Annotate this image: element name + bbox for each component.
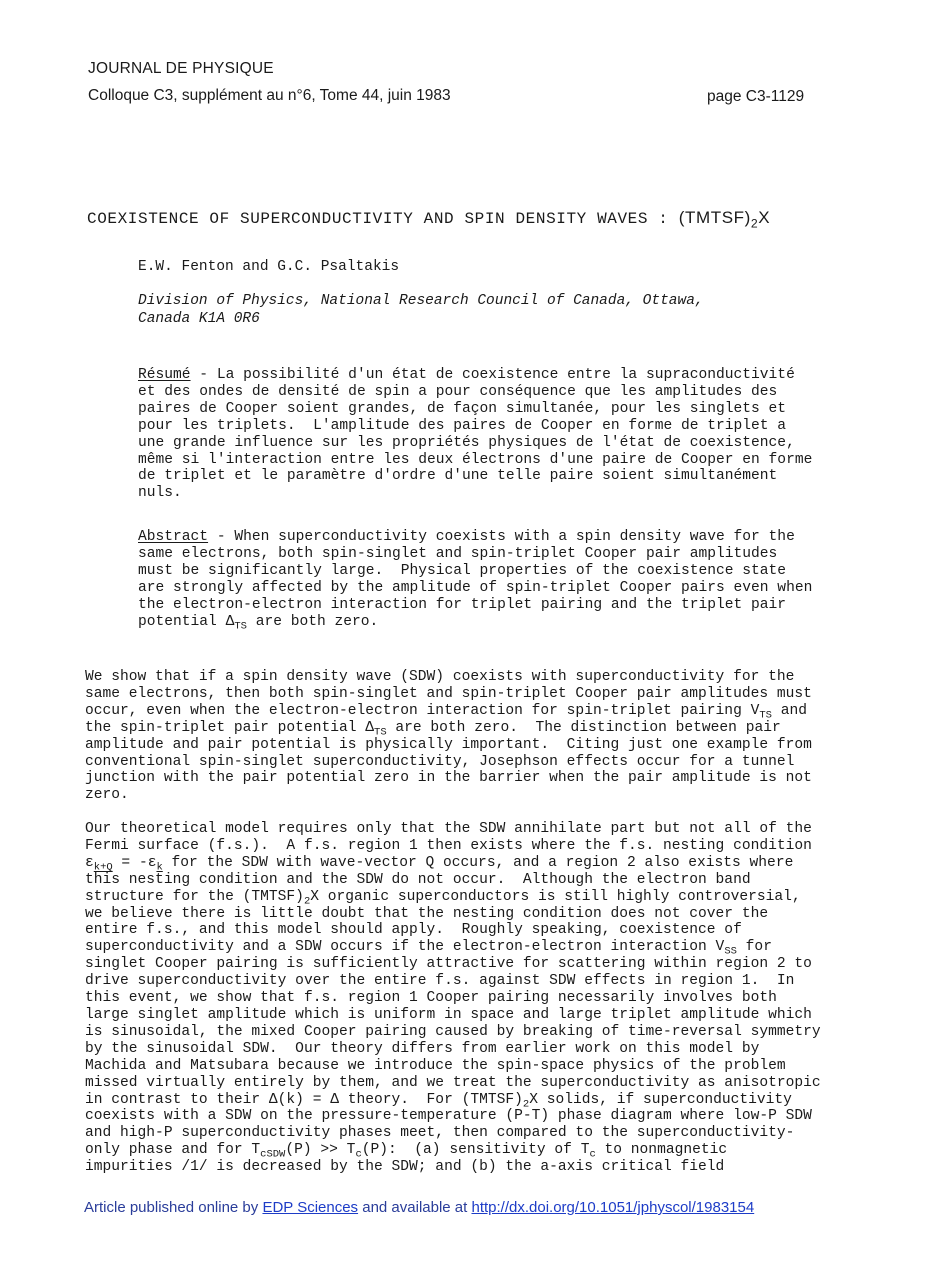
- abstract-last-post: are both zero.: [246, 613, 379, 630]
- abstract-last-pre: potential Δ: [138, 613, 235, 630]
- journal-name: JOURNAL DE PHYSIQUE: [88, 60, 274, 77]
- body1-l3-post: and: [771, 702, 807, 719]
- body2-line: Machida and Matsubara because we introduce the spin-space physics of the problem: [85, 1057, 786, 1074]
- edp-sciences-link[interactable]: EDP Sciences: [262, 1199, 359, 1216]
- body1-line: same electrons, then both spin-singlet and spin-triplet Cooper pair amplitudes must: [85, 685, 812, 702]
- abstract-line: must be significantly large. Physical properties of the coexistence state: [138, 562, 787, 579]
- abstract-line-1-text: - When superconductivity coexists with a spin density wave for the: [208, 529, 795, 545]
- publication-footer: [84, 1199, 754, 1216]
- body2-line: coexists with a SDW on the pressure-temperature (P-T) phase diagram where low-P SDW: [85, 1108, 812, 1125]
- abstract-line-last: [138, 614, 812, 631]
- body2-line: this event, we show that f.s. region 1 Cooper pairing necessarily involves both: [85, 990, 777, 1007]
- body2-l8-pre: superconductivity and a SDW occurs if the electron-electron interaction V: [85, 939, 725, 956]
- body2-line: impurities /1/ is decreased by the SDW; and (b) the a-axis critical field: [85, 1159, 725, 1176]
- resume-line: de triplet et le paramètre d'ordre d'une telle paire soient simultanément: [138, 468, 778, 485]
- colloque-info: Colloque C3, supplément au n°6, Tome 44, juin 1983: [88, 87, 451, 104]
- body2-line-8: [85, 939, 821, 959]
- abstract-last-sub: TS: [234, 620, 247, 633]
- title-formula-tail: X: [758, 208, 771, 227]
- body2-line: this nesting condition and the SDW do not occur. Although the electron band: [85, 871, 751, 888]
- affiliation-line-1: Division of Physics, National Research Council of Canada, Ottawa,: [138, 293, 704, 309]
- body1-line-3: [85, 703, 812, 720]
- title-main: COEXISTENCE OF SUPERCONDUCTIVITY AND SPIN DENSITY WAVES :: [87, 210, 679, 228]
- abstract-line-1: [138, 529, 812, 546]
- body2-line: large singlet amplitude which is uniform in space and large triplet amplitude which: [85, 1006, 812, 1023]
- body1-line: zero.: [85, 787, 129, 804]
- resume-line: et des ondes de densité de spin a pour conséquence que les amplitudes des: [138, 383, 778, 400]
- body2-l5-pre: structure for the (TMTSF): [85, 888, 304, 905]
- body1-l3-pre: occur, even when the electron-electron interaction for spin-triplet pairing V: [85, 702, 760, 719]
- body1-l4-sub: TS: [374, 726, 387, 739]
- resume-line-1-text: - La possibilité d'un état de coexistence entre la supraconductivité: [190, 367, 795, 383]
- body2-line-17: [85, 1092, 821, 1109]
- body1-l4-pre: the spin-triplet pair potential Δ: [85, 719, 375, 736]
- body2-l20-sub1: cSDW: [260, 1148, 286, 1161]
- body2-line: and high-P superconductivity phases meet, then compared to the superconductivity-: [85, 1125, 795, 1142]
- body2-line: Our theoretical model requires only that the SDW annihilate part but not all of the: [85, 821, 812, 837]
- body2-line: missed virtually entirely by them, and we treat the superconductivity as anisotropic: [85, 1074, 821, 1091]
- authors: E.W. Fenton and G.C. Psaltakis: [138, 259, 400, 275]
- body2-l5-sub: 2: [303, 895, 311, 908]
- body2-eps-sub2: k: [156, 861, 163, 874]
- resume-label: Résumé: [138, 367, 191, 383]
- body2-line: by the sinusoidal SDW. Our theory differs from earlier work on this model by: [85, 1040, 760, 1057]
- title-formula-subscript: 2: [750, 216, 759, 231]
- body2-l8-sub: SS: [724, 946, 737, 959]
- body2-l3-mid: = -ε: [112, 854, 157, 871]
- affiliation: [138, 292, 704, 328]
- body2-line: singlet Cooper pairing is sufficiently attractive for scattering within region 2 to: [85, 956, 812, 973]
- body1-line: junction with the pair potential zero in the barrier when the pair amplitude is not: [85, 770, 812, 787]
- body1-line: amplitude and pair potential is physically important. Citing just one example from: [85, 736, 812, 753]
- footer-pre: Article published online by: [84, 1199, 263, 1216]
- body1-l4-post: are both zero. The distinction between pair: [386, 719, 781, 736]
- body2-l17-pre: in contrast to their Δ(k) = Δ theory. For (TMTSF): [85, 1091, 523, 1108]
- body2-line: we believe there is little doubt that the nesting condition does not cover the: [85, 905, 769, 922]
- body1-line: We show that if a spin density wave (SDW) coexists with superconductivity for the: [85, 669, 795, 685]
- resume-line: même si l'interaction entre les deux électrons d'une paire de Cooper en forme: [138, 451, 813, 468]
- body2-l20-d: to nonmagnetic: [595, 1142, 728, 1159]
- body-paragraph-2: [85, 821, 821, 1176]
- body2-l17-sub: 2: [522, 1098, 530, 1111]
- abstract-label: Abstract: [138, 529, 209, 545]
- paper-title: [87, 208, 771, 231]
- resume-line: une grande influence sur les propriétés physiques de l'état de coexistence,: [138, 434, 795, 451]
- body1-line-4: [85, 720, 812, 737]
- abstract-line: are strongly affected by the amplitude of spin-triplet Cooper pairs even when: [138, 579, 813, 596]
- body2-l20-sub2: c: [355, 1148, 362, 1161]
- body1-l3-sub: TS: [759, 709, 772, 722]
- resume-paragraph: [138, 367, 812, 502]
- body2-eps: ε: [85, 854, 94, 871]
- body2-l20-b: (P) >> T: [285, 1142, 356, 1159]
- title-formula-text: (TMTSF): [678, 208, 751, 227]
- body2-l20-a: only phase and for T: [85, 1142, 261, 1159]
- body2-l20-sub3: c: [589, 1148, 596, 1161]
- body2-line: Fermi surface (f.s.). A f.s. region 1 then exists where the f.s. nesting condition: [85, 837, 812, 854]
- body2-line-3: [85, 855, 821, 872]
- abstract-line: the electron-electron interaction for triplet pairing and the triplet pair: [138, 596, 787, 613]
- page-number: page C3-1129: [707, 88, 805, 105]
- body2-line: drive superconductivity over the entire f.s. against SDW effects in region 1. In: [85, 973, 795, 990]
- body-paragraph-1: [85, 669, 812, 804]
- body2-line-20: [85, 1142, 821, 1159]
- body1-line: conventional spin-singlet superconductivity, Josephson effects occur for a tunnel: [85, 753, 795, 770]
- resume-line-1: [138, 367, 812, 384]
- body2-line: is sinusoidal, the mixed Cooper pairing caused by breaking of time-reversal symmetry: [85, 1023, 821, 1040]
- body2-line: entire f.s., and this model should apply. Roughly speaking, coexistence of: [85, 922, 742, 939]
- body2-l8-post: for: [736, 939, 772, 956]
- body2-l20-c: (P): (a) sensitivity of T: [361, 1142, 590, 1159]
- resume-line: pour les triplets. L'amplitude des paires de Cooper en forme de triplet a: [138, 417, 787, 434]
- abstract-paragraph: [138, 529, 813, 633]
- body2-line-5: [85, 889, 821, 906]
- resume-line: paires de Cooper soient grandes, de façon simultanée, pour les singlets et: [138, 400, 787, 417]
- body2-l17-post: X solids, if superconductivity: [529, 1091, 792, 1108]
- doi-link[interactable]: http://dx.doi.org/10.1051/jphyscol/1983154: [471, 1199, 755, 1216]
- title-formula: [678, 208, 771, 231]
- footer-mid: and available at: [358, 1199, 472, 1216]
- abstract-line: same electrons, both spin-singlet and spin-triplet Cooper pair amplitudes: [138, 545, 778, 562]
- affiliation-line-2: Canada K1A 0R6: [138, 311, 260, 327]
- body2-eps-sub1: k+Q: [93, 861, 113, 874]
- resume-line: nuls.: [138, 485, 182, 502]
- body2-l3-post: for the SDW with wave-vector Q occurs, and a region 2 also exists where: [162, 854, 794, 871]
- body2-l5-post: X organic superconductors is still highly controversial,: [310, 888, 801, 905]
